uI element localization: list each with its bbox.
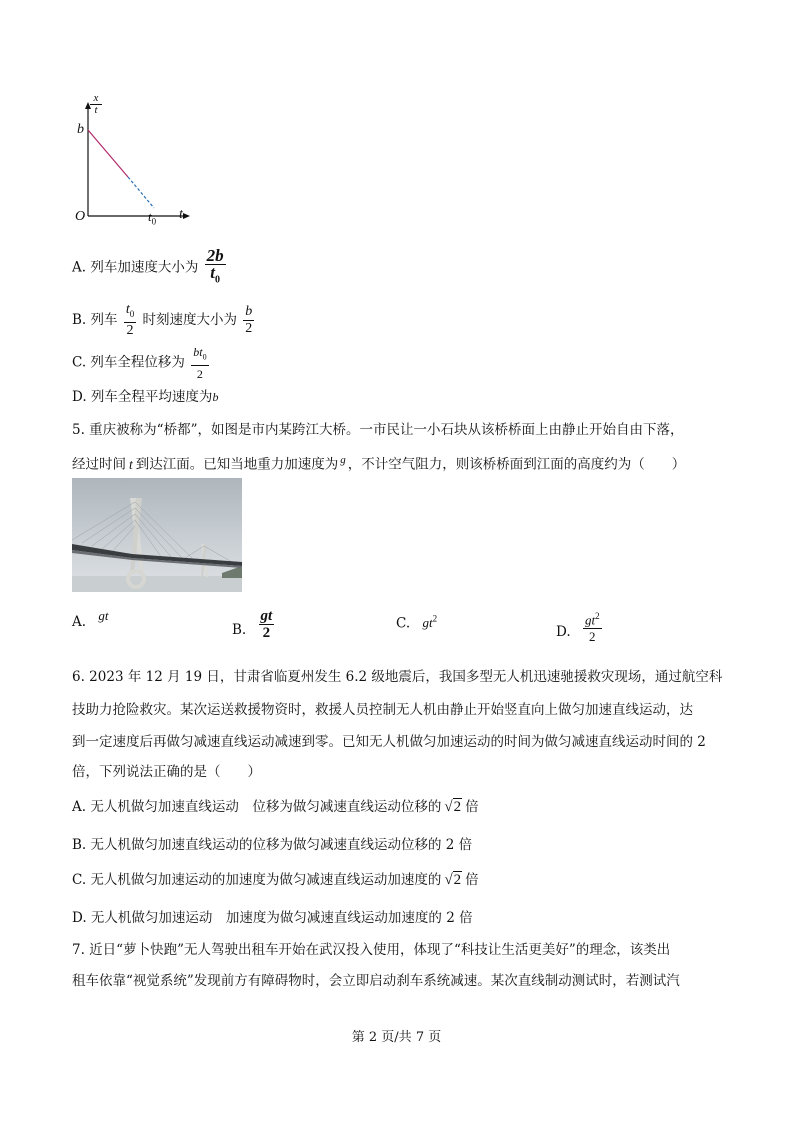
bridge-photo — [72, 478, 242, 592]
q5-option-c: C. $gt^2$ — [396, 614, 438, 632]
q5-line2: 经过时间 t 到达江面。已知当地重力加速度为 $^g$ ，不计空气阻力，则该桥桥面到江面的高度约为（ ） — [72, 454, 686, 473]
q7-line2: 租车依靠“视觉系统”发现前方有障碍物时，会立即启动刹车系统减速。某次直线制动测试时，若测试汽 — [72, 973, 680, 989]
graph-solid-line — [88, 130, 128, 177]
q6-option-a: A. 无人机做匀加速直线运动 位移为做匀减速直线运动位移的 √2 倍 — [72, 799, 479, 815]
sqrt-symbol: √2 — [444, 799, 462, 815]
q6-line4: 倍，下列说法正确的是（ ） — [72, 764, 261, 780]
q4-b-t-fraction: $\frac{t_0}{2}$ — [125, 302, 135, 338]
q6-option-d: D. 无人机做匀加速运动 加速度为做匀减速直线运动加速度的 2 倍 — [72, 910, 473, 926]
q5-option-d: D. $\frac{gt^2}{2}$ — [556, 614, 604, 651]
y-intercept-label: b — [77, 122, 84, 137]
y-axis-label-den: t — [94, 104, 98, 116]
q5-option-a: A. gt — [72, 608, 109, 630]
q7-line1: 7. 近日“萝卜快跑”无人驾驶出租车开始在武汉投入使用，体现了“科技让生活更美好”的理念，该类出 — [72, 942, 671, 958]
q5-line1: 5. 重庆被称为“桥都”，如图是市内某跨江大桥。一市民让一小石块从该桥桥面上由静止开始自由下落， — [72, 422, 684, 438]
q4-option-d: D. 列车全程平均速度为b — [72, 389, 219, 405]
page-footer: 第 2 页/共 7 页 — [351, 1030, 442, 1045]
x-axis-arrow — [183, 213, 190, 219]
q6-option-b: B. 无人机做匀加速直线运动的位移为做匀减速直线运动位移的 2 倍 — [72, 837, 473, 853]
q4-c-fraction: $\frac{bt_0}{2}$ — [193, 345, 207, 382]
q6-line2: 技助力抢险救灾。某次运送救援物资时，救援人员控制无人机由静止开始竖直向上做匀加速直线运动，达 — [72, 702, 693, 718]
y-axis-label-num: x — [90, 93, 102, 105]
q5-option-b: B. $\frac{gt}{2}$ — [232, 608, 273, 641]
q6-line3: 到一定速度后再做匀减速直线运动减速到零。已知无人机做匀加速运动的时间为做匀减速直线运动时间的 2 — [72, 734, 706, 750]
q6-line1: 6. 2023 年 12 月 19 日，甘肃省临夏州发生 6.2 级地震后，我国多型无人机迅速驰援救灾现场，通过航空科 — [72, 669, 723, 685]
origin-label: O — [75, 209, 86, 224]
x-axis-label: t — [179, 207, 183, 222]
q4-b-fraction: $\frac{b}{2}$ — [245, 303, 253, 336]
graph-dashed-line — [128, 177, 154, 208]
y-axis-label — [90, 93, 102, 116]
q4-option-a: A. 列车加速度大小为 $\frac{2b}{t_0}$ — [72, 248, 228, 288]
sqrt-symbol: √2 — [444, 872, 462, 888]
q4-a-fraction: $\frac{2b}{t_0}$ — [206, 246, 224, 286]
t0-label: $t_0$ — [148, 209, 157, 227]
q6-option-c: C. 无人机做匀加速运动的加速度为做匀减速直线运动加速度的 √2 倍 — [72, 872, 479, 888]
q4-option-b: B. 列车 $\frac{t_0}{2}$ 时刻速度大小为 $\frac{b}{2}$ — [72, 302, 253, 338]
q4-option-c: C. 列车全程位移为 $\frac{bt_0}{2}$ — [72, 345, 207, 382]
